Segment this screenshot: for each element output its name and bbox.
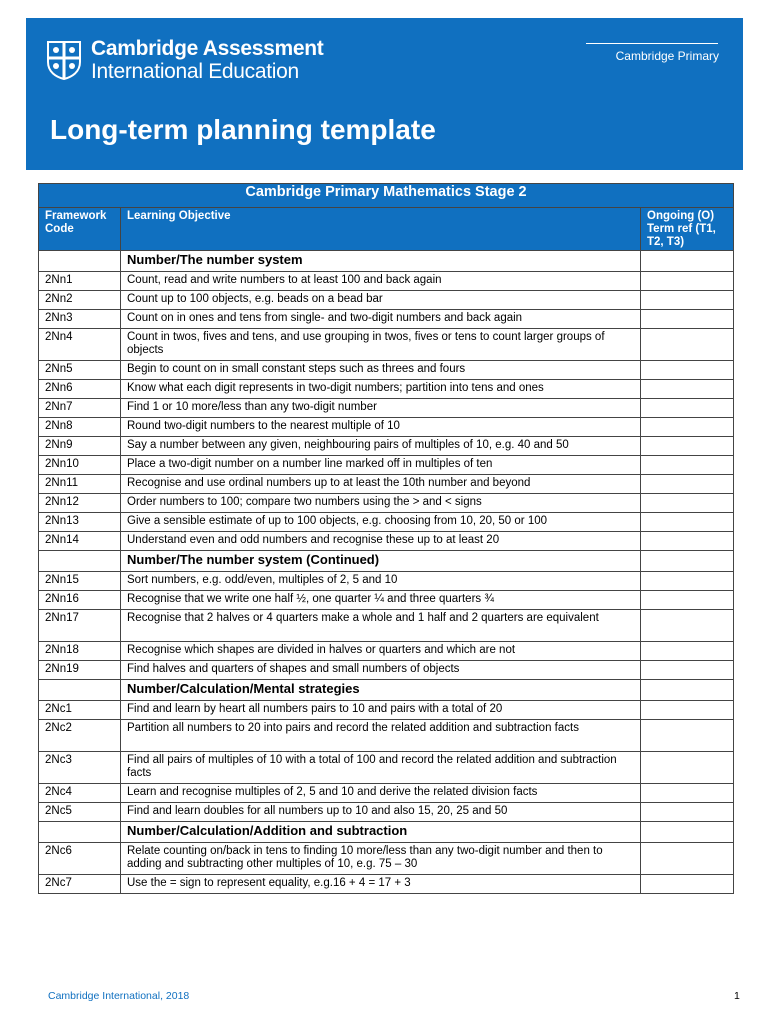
framework-code: 2Nn13 (39, 513, 121, 532)
header-divider (586, 43, 718, 44)
term-cell[interactable] (641, 456, 734, 475)
section-code-cell (39, 251, 121, 272)
table-row (39, 752, 734, 784)
framework-code: 2Nn18 (39, 642, 121, 661)
term-cell[interactable] (641, 380, 734, 399)
table-row (39, 591, 734, 610)
column-header-code: Framework Code (39, 208, 121, 251)
learning-objective: Sort numbers, e.g. odd/even, multiples of 2, 5 and 10 (121, 572, 641, 591)
term-cell[interactable] (641, 475, 734, 494)
learning-objective: Learn and recognise multiples of 2, 5 and 10 and derive the related division facts (121, 784, 641, 803)
term-cell[interactable] (641, 513, 734, 532)
term-cell[interactable] (641, 551, 734, 572)
university-crest-icon (46, 40, 82, 80)
term-cell[interactable] (641, 399, 734, 418)
framework-code: 2Nn11 (39, 475, 121, 494)
learning-objective: Find and learn by heart all numbers pairs to 10 and pairs with a total of 20 (121, 701, 641, 720)
learning-objective: Count in twos, fives and tens, and use grouping in twos, fives or tens to count larger groups of objects (121, 329, 641, 361)
term-cell[interactable] (641, 822, 734, 843)
column-header-term: Ongoing (O) Term ref (T1, T2, T3) (641, 208, 734, 251)
framework-code: 2Nn12 (39, 494, 121, 513)
framework-code: 2Nn6 (39, 380, 121, 399)
framework-code: 2Nc2 (39, 720, 121, 752)
table-row (39, 843, 734, 875)
table-row (39, 532, 734, 551)
table-row (39, 291, 734, 310)
term-cell[interactable] (641, 329, 734, 361)
table-row (39, 610, 734, 642)
learning-objective: Find halves and quarters of shapes and small numbers of objects (121, 661, 641, 680)
term-cell[interactable] (641, 291, 734, 310)
section-row (39, 822, 734, 843)
organization-name: Cambridge Assessment (91, 37, 324, 60)
program-name: Cambridge Primary (615, 49, 719, 63)
learning-objective: Count on in ones and tens from single- and two-digit numbers and back again (121, 310, 641, 329)
table-row (39, 513, 734, 532)
table-row (39, 361, 734, 380)
framework-code: 2Nn2 (39, 291, 121, 310)
learning-objective: Use the = sign to represent equality, e.g.16 + 4 = 17 + 3 (121, 875, 641, 894)
learning-objective: Give a sensible estimate of up to 100 objects, e.g. choosing from 10, 20, 50 or 100 (121, 513, 641, 532)
learning-objective: Begin to count on in small constant steps such as threes and fours (121, 361, 641, 380)
framework-code: 2Nn5 (39, 361, 121, 380)
framework-code: 2Nn4 (39, 329, 121, 361)
table-row (39, 494, 734, 513)
term-cell[interactable] (641, 591, 734, 610)
table-row (39, 572, 734, 591)
section-row (39, 551, 734, 572)
term-cell[interactable] (641, 642, 734, 661)
stage-title: Cambridge Primary Mathematics Stage 2 (39, 184, 734, 208)
term-cell[interactable] (641, 361, 734, 380)
table-row (39, 642, 734, 661)
table-row (39, 803, 734, 822)
table-row (39, 720, 734, 752)
table-row (39, 784, 734, 803)
table-row (39, 310, 734, 329)
table-row (39, 437, 734, 456)
section-code-cell (39, 822, 121, 843)
framework-code: 2Nn19 (39, 661, 121, 680)
section-row (39, 251, 734, 272)
term-cell[interactable] (641, 437, 734, 456)
term-cell[interactable] (641, 418, 734, 437)
term-cell[interactable] (641, 532, 734, 551)
framework-code: 2Nn15 (39, 572, 121, 591)
table-row (39, 418, 734, 437)
framework-code: 2Nc1 (39, 701, 121, 720)
learning-objective: Say a number between any given, neighbouring pairs of multiples of 10, e.g. 40 and 50 (121, 437, 641, 456)
table-row (39, 380, 734, 399)
framework-code: 2Nc5 (39, 803, 121, 822)
framework-code: 2Nn3 (39, 310, 121, 329)
term-cell[interactable] (641, 752, 734, 784)
term-cell[interactable] (641, 784, 734, 803)
term-cell[interactable] (641, 251, 734, 272)
term-cell[interactable] (641, 661, 734, 680)
section-code-cell (39, 551, 121, 572)
learning-objective: Recognise which shapes are divided in halves or quarters and which are not (121, 642, 641, 661)
framework-code: 2Nn14 (39, 532, 121, 551)
table-row (39, 875, 734, 894)
learning-objective: Count, read and write numbers to at least 100 and back again (121, 272, 641, 291)
learning-objective: Recognise that 2 halves or 4 quarters make a whole and 1 half and 2 quarters are equivalent (121, 610, 641, 642)
column-header-objective: Learning Objective (121, 208, 641, 251)
table-row (39, 399, 734, 418)
table-row (39, 272, 734, 291)
framework-code: 2Nc3 (39, 752, 121, 784)
framework-code: 2Nc6 (39, 843, 121, 875)
term-cell[interactable] (641, 843, 734, 875)
page-number: 1 (734, 990, 740, 1002)
framework-code: 2Nn7 (39, 399, 121, 418)
table-row (39, 329, 734, 361)
table-row (39, 456, 734, 475)
framework-code: 2Nn17 (39, 610, 121, 642)
term-cell[interactable] (641, 272, 734, 291)
learning-objective: Partition all numbers to 20 into pairs and record the related addition and subtraction facts (121, 720, 641, 752)
term-cell[interactable] (641, 310, 734, 329)
table-row (39, 661, 734, 680)
learning-objective: Know what each digit represents in two-digit numbers; partition into tens and ones (121, 380, 641, 399)
learning-objective: Place a two-digit number on a number line marked off in multiples of ten (121, 456, 641, 475)
learning-objective: Find 1 or 10 more/less than any two-digit number (121, 399, 641, 418)
term-cell[interactable] (641, 610, 734, 642)
table-row (39, 701, 734, 720)
learning-objective: Find and learn doubles for all numbers up to 10 and also 15, 20, 25 and 50 (121, 803, 641, 822)
header-banner (26, 18, 743, 170)
learning-objective: Relate counting on/back in tens to finding 10 more/less than any two-digit number and then to adding and subtracting other multiples of 10, e.g. 75 – 30 (121, 843, 641, 875)
term-cell[interactable] (641, 572, 734, 591)
section-code-cell (39, 680, 121, 701)
learning-objective: Recognise and use ordinal numbers up to at least the 10th number and beyond (121, 475, 641, 494)
framework-code: 2Nc4 (39, 784, 121, 803)
learning-objective: Recognise that we write one half ½, one quarter ¼ and three quarters ¾ (121, 591, 641, 610)
document-title: Long-term planning template (50, 114, 436, 145)
learning-objective: Find all pairs of multiples of 10 with a total of 100 and record the related addition and subtraction facts (121, 752, 641, 784)
term-cell[interactable] (641, 720, 734, 752)
framework-code: 2Nc7 (39, 875, 121, 894)
term-cell[interactable] (641, 680, 734, 701)
framework-code: 2Nn8 (39, 418, 121, 437)
term-cell[interactable] (641, 803, 734, 822)
column-header-row (39, 208, 734, 251)
stage-title-row (39, 184, 734, 208)
learning-objective: Round two-digit numbers to the nearest multiple of 10 (121, 418, 641, 437)
section-row (39, 680, 734, 701)
section-title: Number/The number system (121, 251, 641, 272)
framework-code: 2Nn10 (39, 456, 121, 475)
table-row (39, 475, 734, 494)
planning-table (38, 183, 734, 894)
organization-subname: International Education (91, 60, 299, 83)
term-cell[interactable] (641, 494, 734, 513)
section-title: Number/The number system (Continued) (121, 551, 641, 572)
framework-code: 2Nn9 (39, 437, 121, 456)
section-title: Number/Calculation/Addition and subtraction (121, 822, 641, 843)
learning-objective: Understand even and odd numbers and recognise these up to at least 20 (121, 532, 641, 551)
learning-objective: Count up to 100 objects, e.g. beads on a bead bar (121, 291, 641, 310)
learning-objective: Order numbers to 100; compare two numbers using the > and < signs (121, 494, 641, 513)
term-cell[interactable] (641, 875, 734, 894)
framework-code: 2Nn16 (39, 591, 121, 610)
footer-copyright: Cambridge International, 2018 (48, 990, 190, 1002)
term-cell[interactable] (641, 701, 734, 720)
framework-code: 2Nn1 (39, 272, 121, 291)
section-title: Number/Calculation/Mental strategies (121, 680, 641, 701)
